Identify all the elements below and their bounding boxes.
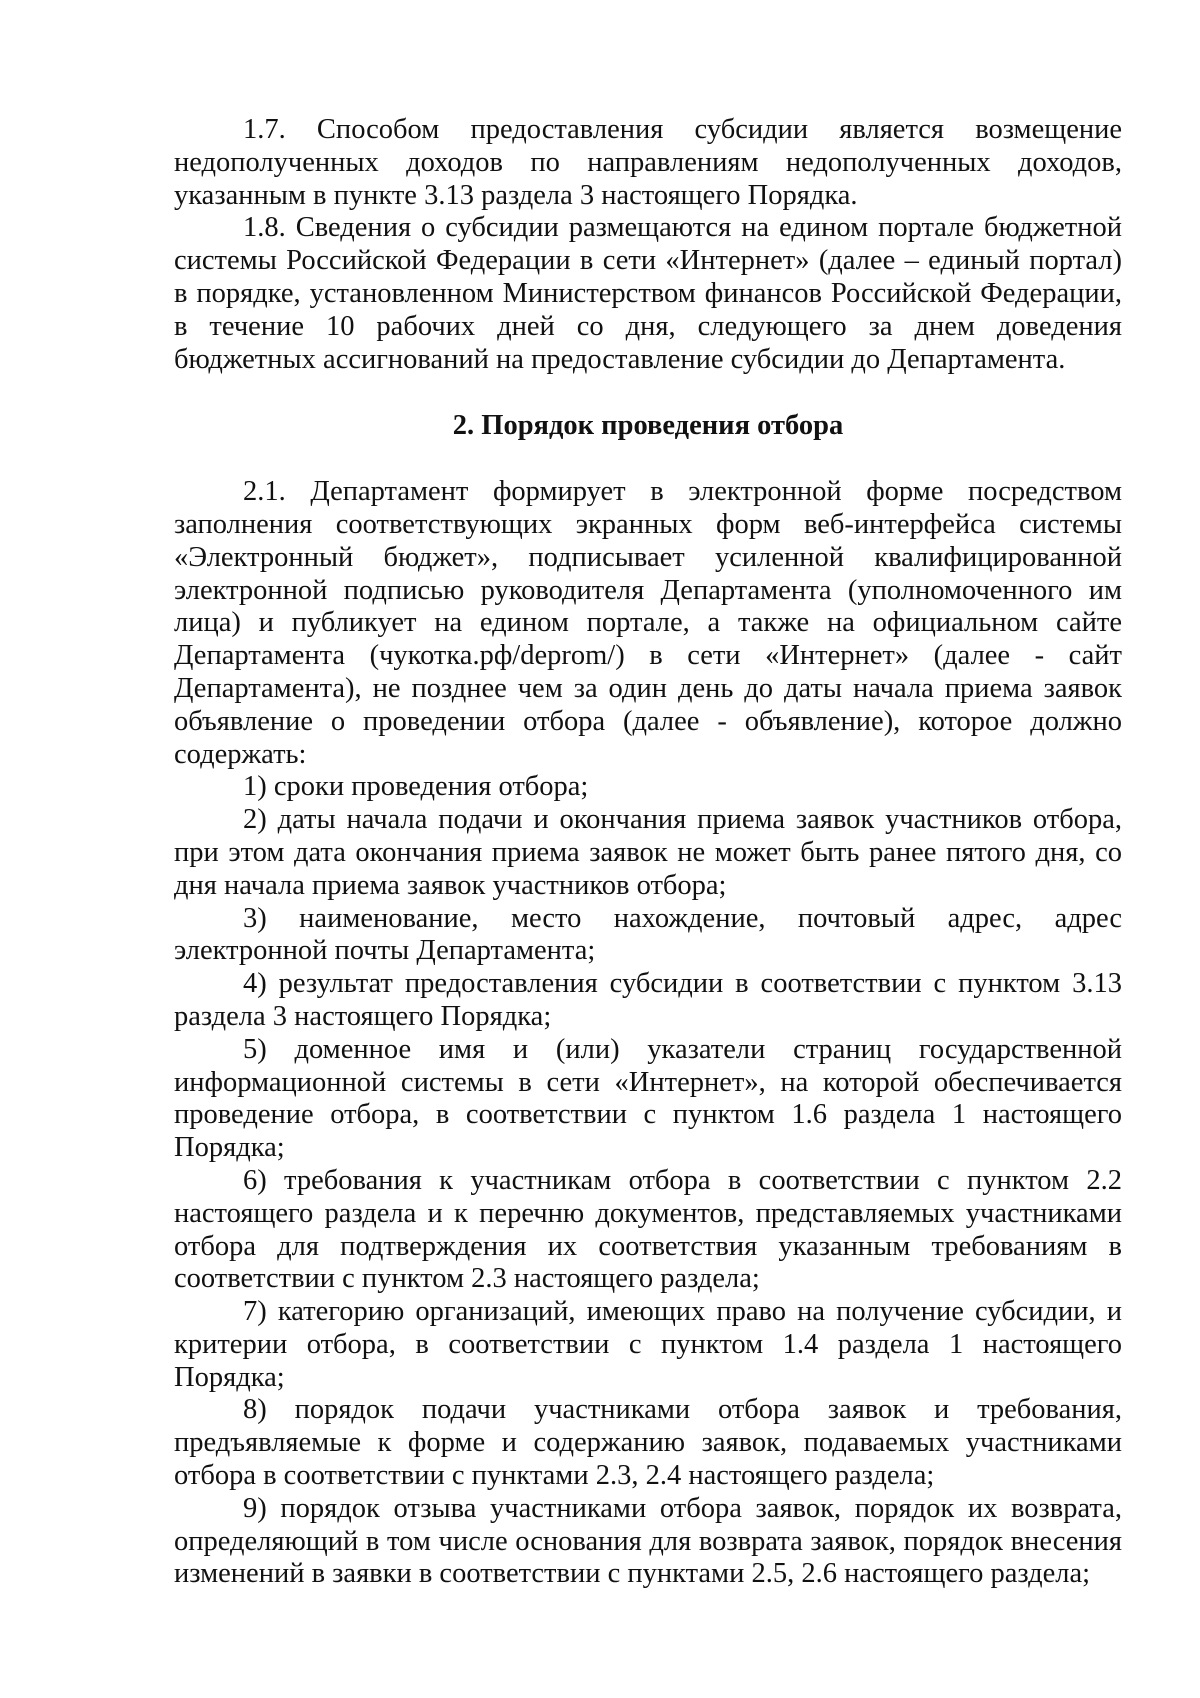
list-item-3: 3) наименование, место нахождение, почтовый адрес, адрес электронной почты Департамента; [174, 902, 1122, 967]
list-item-1: 1) сроки проведения отбора; [243, 771, 589, 803]
list-item-2: 2) даты начала подачи и окончания приема заявок участников отбора, при этом дата окончания приема заявок не может быть ранее пятого дня, со дня начала приема заявок участников отбора; [174, 804, 1122, 901]
list-item-5: 5) доменное имя и (или) указатели страниц государственной информационной системы в сети «Интернет», на которой обеспечивается проведение отбора, в соответствии с пунктом 1.6 раздела 1 настоящего Порядка; [174, 1033, 1122, 1164]
section-2-heading: 2. Порядок проведения отбора [452, 410, 844, 442]
paragraph-1-7: 1.7. Способом предоставления субсидии является возмещение недополученных доходов по направлениям недополученных доходов, указанным в пункте 3.13 раздела 3 настоящего Порядка. [174, 114, 1122, 211]
list-item-6: 6) требования к участникам отбора в соответствии с пунктом 2.2 настоящего раздела и к перечню документов, представляемых участниками отбора для подтверждения их соответствия указанным требованиям в соответствии с пунктом 2.3 настоящего раздела; [174, 1164, 1122, 1295]
spacer [174, 443, 1122, 476]
list-item-9: 9) порядок отзыва участниками отбора заявок, порядок их возврата, определяющий в том числе основания для возврата заявок, порядок внесения изменений в заявки в соответствии с пунктами 2.5, 2.6 настоящего раздела; [174, 1492, 1122, 1590]
spacer [174, 376, 1122, 410]
paragraph-2-1: 2.1. Департамент формирует в электронной форме посредством заполнения соответствующих экранных форм веб-интерфейса системы «Электронный бюджет», подписывает усиленной квалифицированной электронной подписью руководителя Департамента (уполномоченного им лица) и публикует на едином портале, а также на официальном сайте Департамента (чукотка.рф/deprom/) в сети «Интернет» (далее - сайт Департамента), не позднее чем за один день до даты начала приема заявок объявление о проведении отбора (далее - объявление), которое должно содержать: [174, 476, 1122, 770]
list-item-4: 4) результат предоставления субсидии в соответствии с пунктом 3.13 раздела 3 настоящего Порядка; [174, 968, 1122, 1032]
paragraph-1-8: 1.8. Сведения о субсидии размещаются на едином портале бюджетной системы Российской Федерации в сети «Интернет» (далее – единый портал) в порядке, установленном Министерством финансов Российской Федерации, в течение 10 рабочих дней со дня, следующего за днем доведения бюджетных ассигнований на предоставление субсидии до Департамента. [174, 212, 1122, 375]
list-item-7: 7) категорию организаций, имеющих право на получение субсидии, и критерии отбора, в соответствии с пунктом 1.4 раздела 1 настоящего Порядка; [174, 1296, 1122, 1393]
document-body [174, 114, 1122, 1591]
list-item-8: 8) порядок подачи участниками отбора заявок и требования, предъявляемые к форме и содержанию заявок, подаваемых участниками отбора в соответствии с пунктами 2.3, 2.4 настоящего раздела; [174, 1394, 1122, 1492]
